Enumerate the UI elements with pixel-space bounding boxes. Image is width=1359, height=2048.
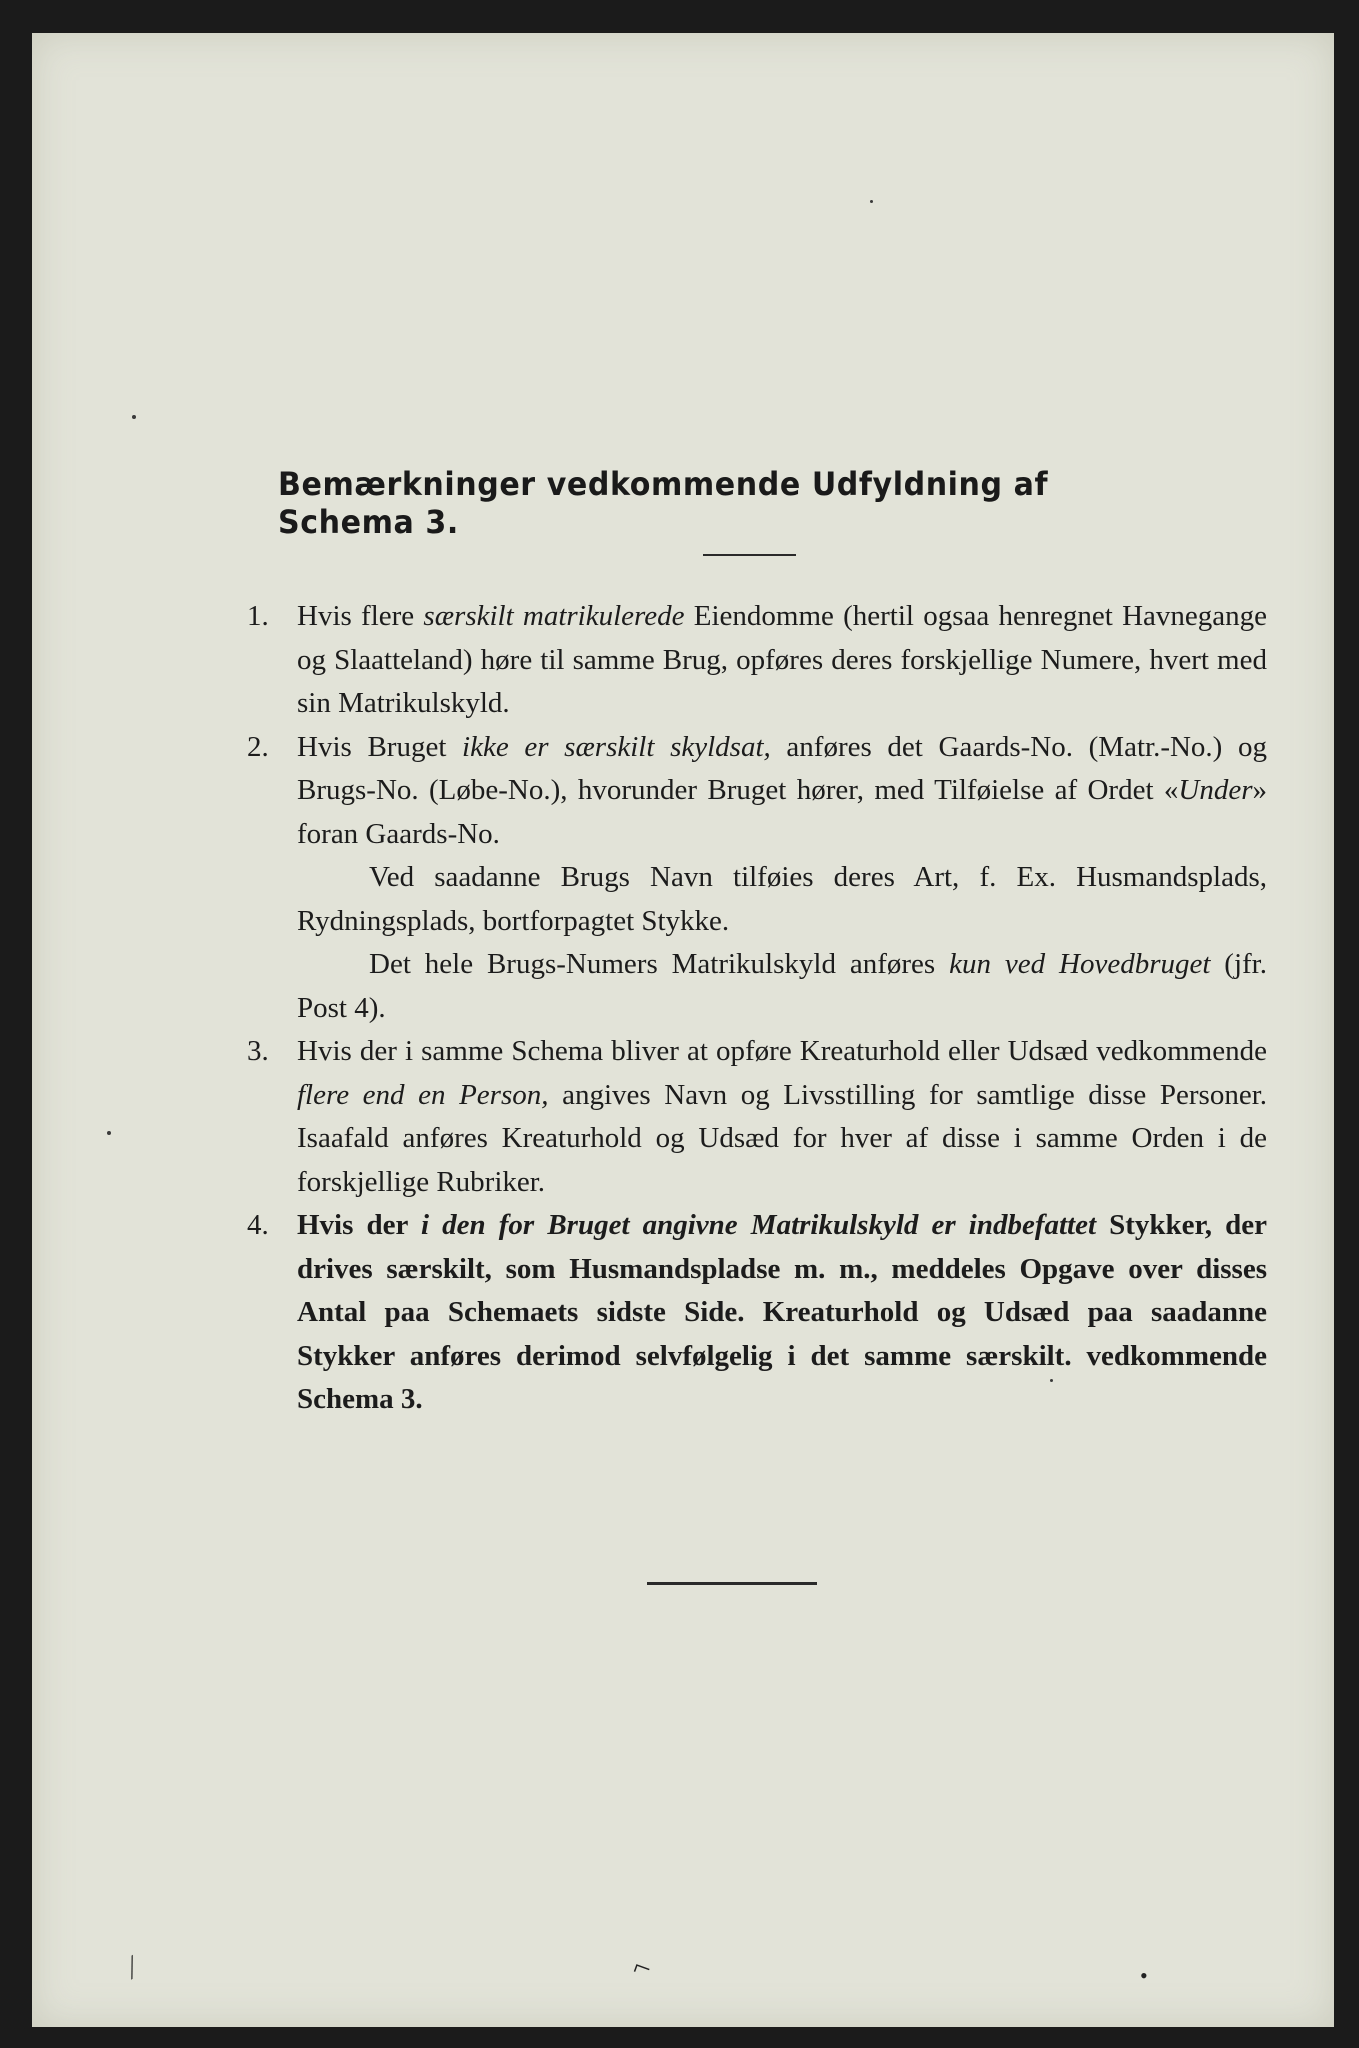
italic-phrase: kun ved Hovedbruget: [949, 948, 1211, 980]
remark-item: [247, 1204, 1267, 1422]
text-segment: Hvis flere: [297, 600, 424, 632]
text-segment: Det hele Brugs-Numers Matrikulskyld anføres: [369, 948, 950, 980]
text-segment: Ved saadanne Brugs Navn tilføies deres Art, f. Ex. Husmandsplads, Rydningsplads, bortforpagtet Stykke.: [297, 861, 1267, 937]
remark-subparagraph: [297, 943, 1267, 1030]
text-segment: Eiendomme (hertil ogsaa henregnet Havnegange og Slaatteland) høre til samme Brug, opføres deres forskjellige Numere, hvert med sin Matrikulskyld.: [297, 600, 1268, 719]
remark-text: [297, 1204, 1267, 1422]
remark-text: [297, 595, 1267, 726]
remark-paragraph: [297, 595, 1267, 726]
remarks-list: [247, 595, 1267, 1422]
scan-mark-icon: ⌐: [629, 1949, 657, 1986]
paper-speck: [107, 1131, 111, 1135]
text-segment: (jfr. Post 4).: [297, 948, 1267, 1024]
scan-mark-icon: ⁄: [120, 1952, 144, 1983]
remark-number: 1.: [247, 600, 269, 632]
text-segment: Hvis Bruget: [297, 730, 463, 763]
remark-text: [297, 1030, 1267, 1204]
remark-item: [247, 726, 1267, 1031]
document-page: [32, 33, 1334, 2027]
paper-speck: [870, 200, 873, 203]
remark-paragraph: [297, 1204, 1267, 1422]
text-segment: Hvis der i samme Schema bliver at opføre Kreaturhold eller Udsæd vedkommende: [297, 1035, 1267, 1067]
paper-speck: [1050, 1379, 1053, 1382]
heading-divider: [703, 554, 796, 556]
page-heading: Bemærkninger vedkommende Udfyldning af Schema 3.: [278, 465, 1049, 541]
remark-item: [247, 1030, 1267, 1204]
remark-paragraph: [297, 726, 1267, 857]
remark-paragraph: [297, 1030, 1267, 1204]
italic-phrase: ikke er særskilt skyldsat,: [462, 730, 771, 763]
remark-number: 3.: [247, 1035, 269, 1067]
text-segment: » foran Gaards-No.: [297, 774, 1267, 850]
remark-subparagraph: [297, 856, 1267, 943]
text-segment: angives Navn og Livsstilling for samtlige disse Personer. Isaafald anføres Kreaturhold og Udsæd for hver af disse i samme Orden i de forskjellige Rubriker.: [297, 1078, 1267, 1198]
italic-phrase: Under: [1178, 774, 1253, 806]
text-segment: Hvis der: [297, 1209, 421, 1241]
italic-phrase: særskilt matrikulerede: [423, 600, 685, 632]
paper-speck: [132, 415, 136, 419]
remark-number: 2.: [247, 730, 269, 763]
scan-mark-icon: •: [1140, 1963, 1148, 1988]
text-segment: anføres det Gaards-No. (Matr.-No.) og Brugs-No. (Løbe-No.), hvorunder Bruget hører, med Tilføielse af Ordet «: [297, 730, 1267, 806]
remark-number: 4.: [247, 1209, 269, 1241]
remark-text: [297, 726, 1267, 1031]
italic-phrase: i den for Bruget angivne Matrikulskyld er indbefattet: [420, 1209, 1097, 1241]
end-divider: [647, 1582, 817, 1585]
text-segment: Stykker, der drives særskilt, som Husmandspladse m. m., meddeles Opgave over disses Antal paa Schemaets sidste Side. Kreaturhold og Udsæd paa saadanne Stykker anføres derimod selvfølgelig i det samme særskilt. vedkommende Schema 3.: [297, 1209, 1268, 1415]
remark-item: [247, 595, 1267, 726]
italic-phrase: flere end en Person,: [297, 1078, 549, 1111]
